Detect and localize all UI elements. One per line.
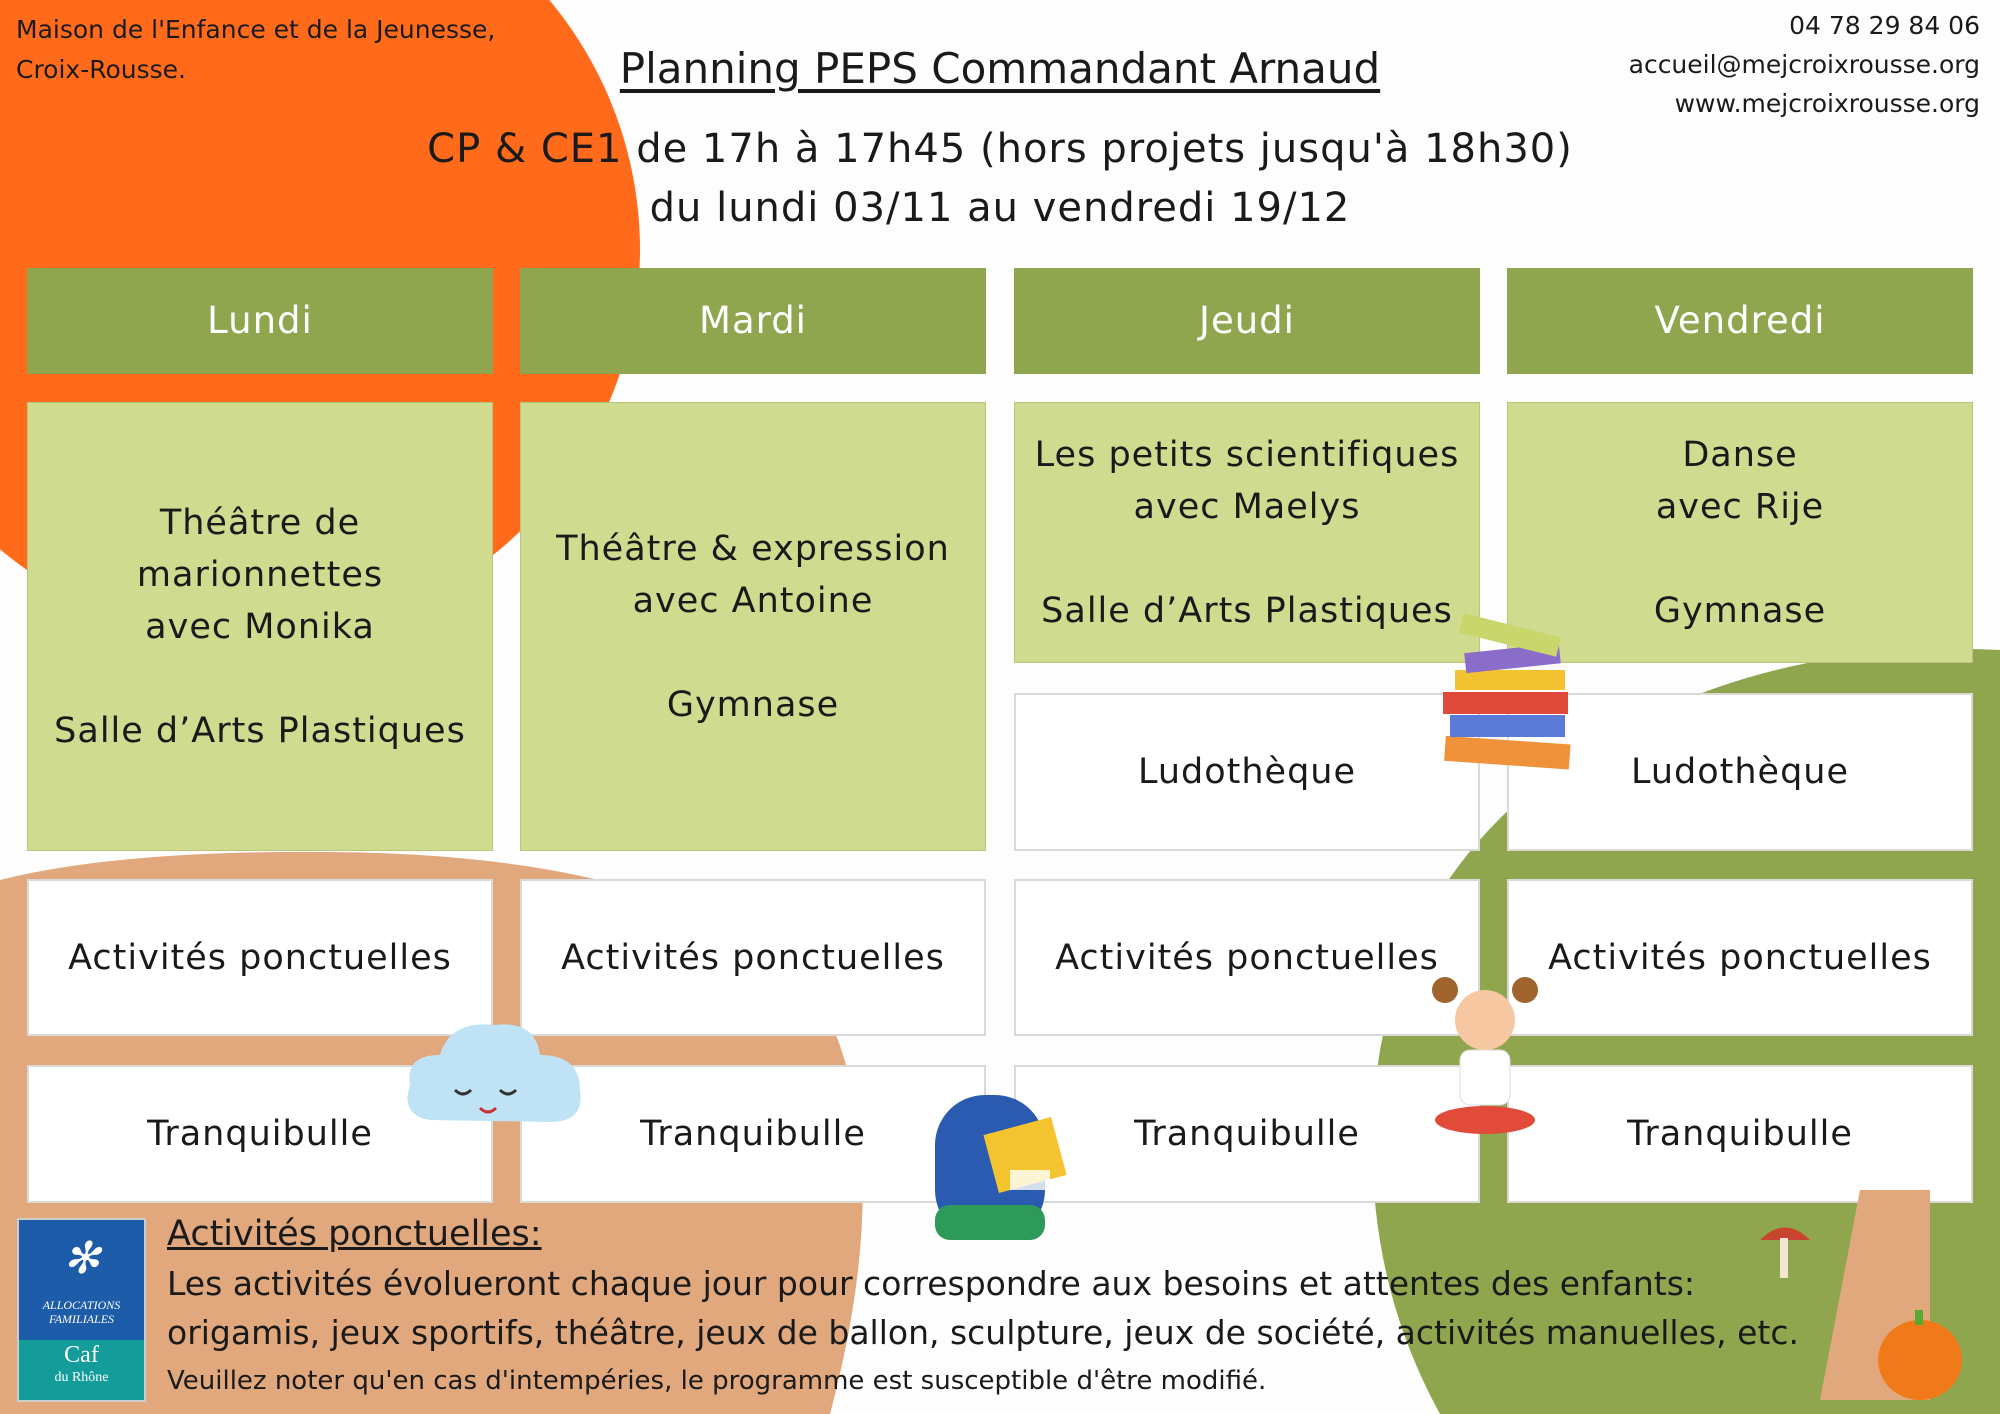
activity-jeudi xyxy=(1014,402,1480,663)
text: avec Rije xyxy=(1655,486,1825,527)
text: avec Maelys xyxy=(1133,486,1361,527)
activites-lundi: Activités ponctuelles xyxy=(27,879,493,1036)
org-line-1: Maison de l'Enfance et de la Jeunesse, xyxy=(16,15,496,44)
tranquibulle-jeudi: Tranquibulle xyxy=(1014,1065,1480,1203)
notes-section xyxy=(167,1210,1799,1406)
subtitle-schedule: CP & CE1 de 17h à 17h45 (hors projets jusqu'à 18h30) xyxy=(427,126,1573,172)
notes-heading: Activités ponctuelles: xyxy=(167,1214,542,1254)
notes-line: origamis, jeux sportifs, théâtre, jeux de ballon, sculpture, jeux de société, activités manuelles, etc. xyxy=(167,1313,1799,1352)
header-lundi: Lundi xyxy=(27,268,493,374)
page-title: Planning PEPS Commandant Arnaud xyxy=(619,44,1381,93)
header-vendredi: Vendredi xyxy=(1507,268,1973,374)
yoga-child-icon xyxy=(1430,975,1540,1145)
tranquibulle-mardi: Tranquibulle xyxy=(520,1065,986,1203)
location: Gymnase xyxy=(1653,590,1827,631)
text: Les petits scientifiques xyxy=(1034,434,1460,475)
text: avec Monika xyxy=(145,606,375,647)
books-illustration xyxy=(1435,610,1585,780)
tranquibulle-vendredi: Tranquibulle xyxy=(1507,1065,1973,1203)
header-mardi: Mardi xyxy=(520,268,986,374)
activity-mardi xyxy=(520,402,986,851)
subtitle-dates: du lundi 03/11 au vendredi 19/12 xyxy=(649,185,1351,231)
text: avec Antoine xyxy=(632,580,874,621)
cloud-icon xyxy=(400,1010,590,1140)
ludotheque-vendredi: Ludothèque xyxy=(1507,693,1973,851)
logo-text: FAMILIALES xyxy=(48,1312,115,1326)
logo-text: ALLOCATIONS xyxy=(42,1298,121,1312)
activity-lundi xyxy=(27,402,493,851)
text: Théâtre & expression xyxy=(556,528,950,569)
text: marionnettes xyxy=(136,554,384,595)
header-jeudi: Jeudi xyxy=(1014,268,1480,374)
caf-logo xyxy=(17,1218,146,1402)
caf-family-icon: ✻ xyxy=(63,1234,100,1283)
phone: 04 78 29 84 06 xyxy=(1789,11,1980,40)
activites-jeudi: Activités ponctuelles xyxy=(1014,879,1480,1036)
text: Danse xyxy=(1682,434,1798,475)
org-line-2: Croix-Rousse. xyxy=(16,55,187,84)
website[interactable]: www.mejcroixrousse.org xyxy=(1674,89,1980,118)
location: Salle d’Arts Plastiques xyxy=(54,710,466,751)
activites-vendredi: Activités ponctuelles xyxy=(1507,879,1973,1036)
activites-mardi: Activités ponctuelles xyxy=(520,879,986,1036)
logo-text: du Rhône xyxy=(54,1370,109,1385)
notes-disclaimer: Veuillez noter qu'en cas d'intempéries, le programme est susceptible d'être modifié. xyxy=(167,1366,1267,1396)
tranquibulle-lundi: Tranquibulle xyxy=(27,1065,493,1203)
notes-line: Les activités évolueront chaque jour pour correspondre aux besoins et attentes des enfants: xyxy=(167,1264,1696,1303)
ludotheque-jeudi: Ludothèque xyxy=(1014,693,1480,851)
text: Théâtre de xyxy=(159,502,361,543)
location: Salle d’Arts Plastiques xyxy=(1041,590,1453,631)
email[interactable]: accueil@mejcroixrousse.org xyxy=(1628,50,1980,79)
logo-text: Caf xyxy=(64,1342,99,1368)
location: Gymnase xyxy=(666,684,840,725)
